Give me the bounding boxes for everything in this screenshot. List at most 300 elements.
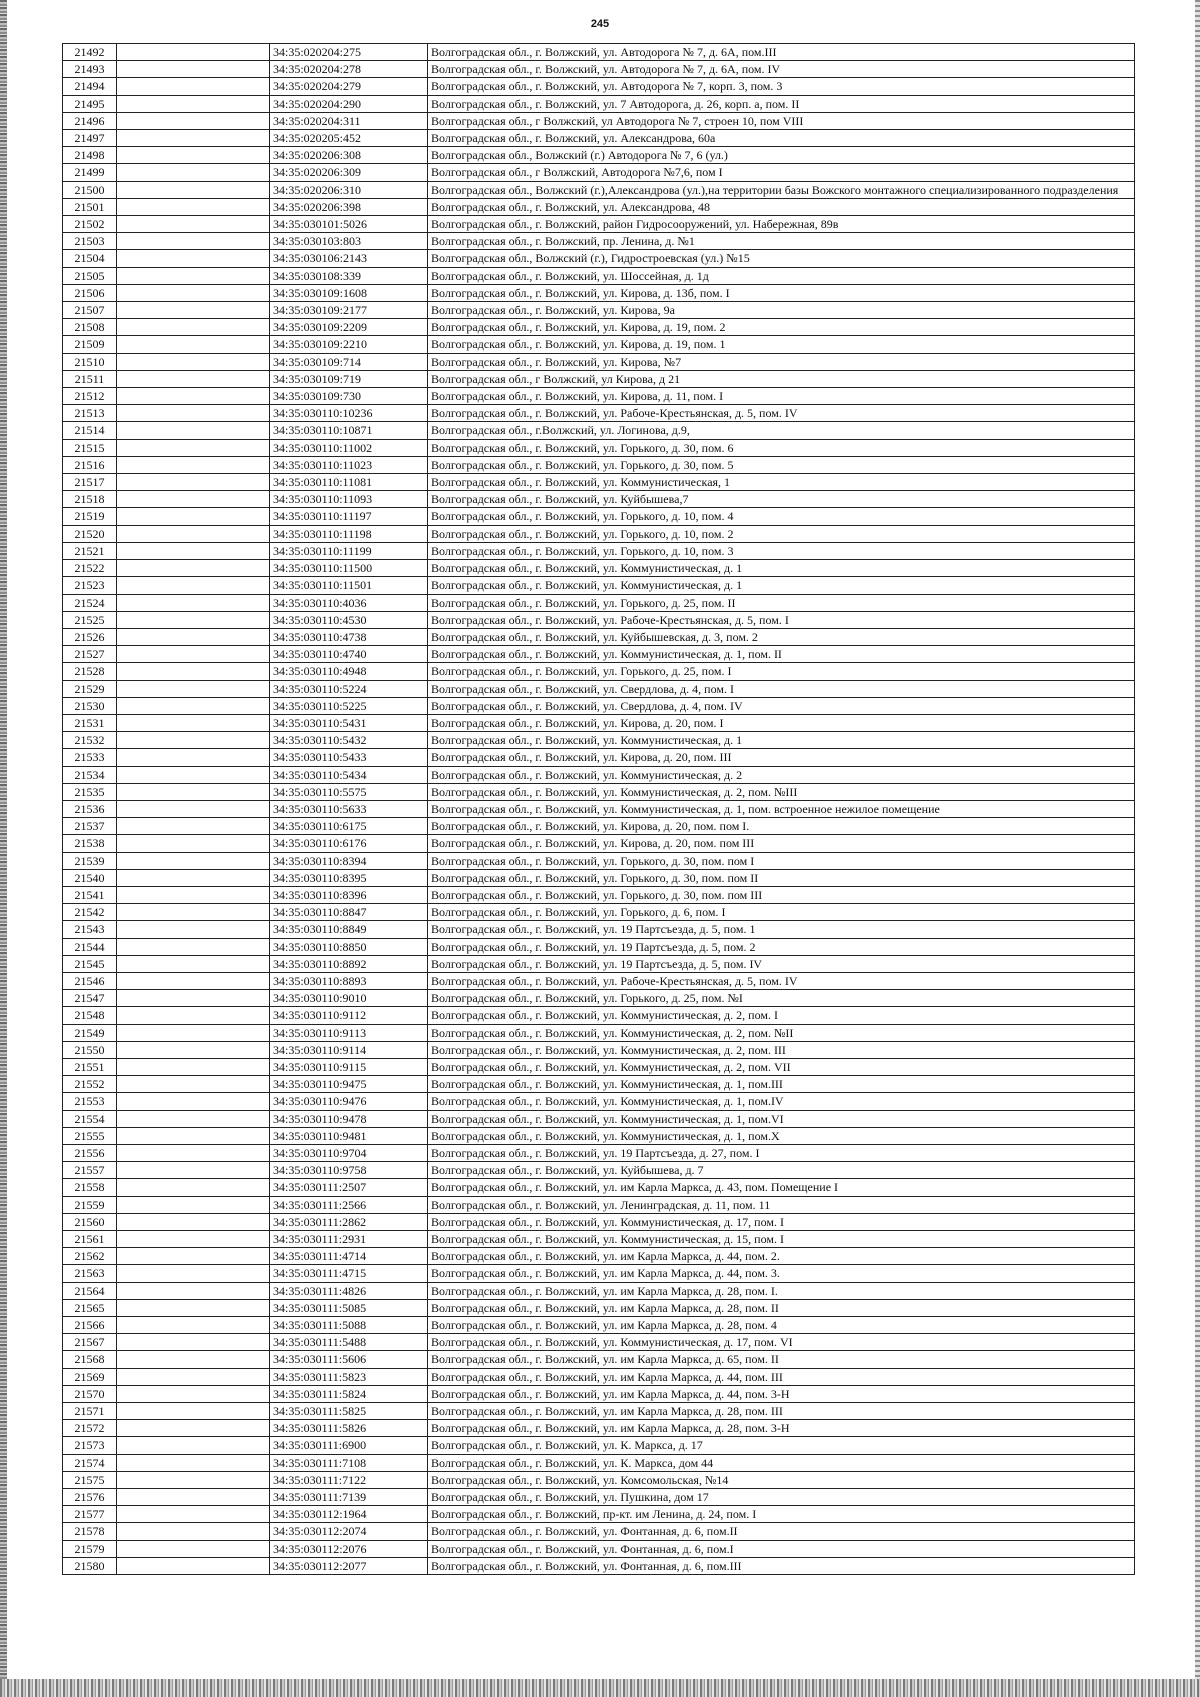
table-row <box>63 1299 1135 1316</box>
address: Волгоградская обл., г. Волжский, ул. Свердлова, д. 4, пом. I <box>428 680 1135 697</box>
row-code <box>117 663 270 680</box>
row-number: 21538 <box>63 835 117 852</box>
row-code <box>117 1506 270 1523</box>
table-row <box>63 233 1135 250</box>
row-number: 21547 <box>63 990 117 1007</box>
table-row <box>63 112 1135 129</box>
row-code <box>117 886 270 903</box>
table-row <box>63 336 1135 353</box>
cadastral-number: 34:35:030110:4740 <box>270 646 428 663</box>
row-code <box>117 1334 270 1351</box>
row-code <box>117 577 270 594</box>
table-row <box>63 1007 1135 1024</box>
row-code <box>117 1437 270 1454</box>
cadastral-number: 34:35:030110:9114 <box>270 1041 428 1058</box>
row-number: 21577 <box>63 1506 117 1523</box>
row-code <box>117 1076 270 1093</box>
row-code <box>117 181 270 198</box>
address: Волгоградская обл., г. Волжский, ул. Коммунистическая, д. 15, пом. I <box>428 1231 1135 1248</box>
address: Волгоградская обл., г. Волжский, ул. К. Маркса, д. 17 <box>428 1437 1135 1454</box>
cadastral-number: 34:35:030110:9476 <box>270 1093 428 1110</box>
row-code <box>117 594 270 611</box>
cadastral-number: 34:35:030111:5824 <box>270 1385 428 1402</box>
cadastral-number: 34:35:030111:2566 <box>270 1196 428 1213</box>
address: Волгоградская обл., г. Волжский, ул. Куйбышева,7 <box>428 491 1135 508</box>
address: Волгоградская обл., г. Волжский, ул. им Карла Маркса, д. 44, пом. 3-Н <box>428 1385 1135 1402</box>
row-code <box>117 1213 270 1230</box>
row-code <box>117 302 270 319</box>
address: Волгоградская обл., г. Волжский, ул. Горького, д. 30, пом. пом II <box>428 869 1135 886</box>
address: Волгоградская обл., г. Волжский, ул. Коммунистическая, д. 1 <box>428 732 1135 749</box>
table-row <box>63 904 1135 921</box>
cadastral-number: 34:35:030110:9478 <box>270 1110 428 1127</box>
cadastral-number: 34:35:030110:5224 <box>270 680 428 697</box>
registry-table <box>62 43 1135 1575</box>
address: Волгоградская обл., г. Волжский, ул. им Карла Маркса, д. 28, пом. I. <box>428 1282 1135 1299</box>
table-row <box>63 1317 1135 1334</box>
table-row <box>63 1385 1135 1402</box>
table-row <box>63 216 1135 233</box>
address: Волгоградская обл., г. Волжский, район Гидросооружений, ул. Набережная, 89в <box>428 216 1135 233</box>
cadastral-number: 34:35:030111:7122 <box>270 1471 428 1488</box>
cadastral-number: 34:35:030111:5825 <box>270 1403 428 1420</box>
cadastral-number: 34:35:030112:2076 <box>270 1540 428 1557</box>
row-number: 21565 <box>63 1299 117 1316</box>
row-number: 21552 <box>63 1076 117 1093</box>
table-row <box>63 353 1135 370</box>
table-row <box>63 422 1135 439</box>
row-code <box>117 921 270 938</box>
cadastral-number: 34:35:030110:11093 <box>270 491 428 508</box>
row-number: 21493 <box>63 61 117 78</box>
address: Волгоградская обл., г. Волжский, ул. Кирова, д. 19, пом. 1 <box>428 336 1135 353</box>
address: Волгоградская обл., г. Волжский, ул. им Карла Маркса, д. 44, пом. 2. <box>428 1248 1135 1265</box>
cadastral-number: 34:35:020206:310 <box>270 181 428 198</box>
row-code <box>117 1110 270 1127</box>
row-code <box>117 422 270 439</box>
table-row <box>63 560 1135 577</box>
table-row <box>63 388 1135 405</box>
row-number: 21575 <box>63 1471 117 1488</box>
row-code <box>117 1248 270 1265</box>
row-number: 21494 <box>63 78 117 95</box>
row-code <box>117 284 270 301</box>
table-row <box>63 456 1135 473</box>
row-number: 21495 <box>63 95 117 112</box>
row-number: 21545 <box>63 955 117 972</box>
table-row <box>63 1334 1135 1351</box>
address: Волгоградская обл., г Волжский, ул Автодорога № 7, строен 10, пом VIII <box>428 112 1135 129</box>
row-number: 21521 <box>63 542 117 559</box>
table-row <box>63 1403 1135 1420</box>
address: Волгоградская обл., г. Волжский, ул. Коммунистическая, д. 17, пом. I <box>428 1213 1135 1230</box>
cadastral-number: 34:35:030111:7139 <box>270 1489 428 1506</box>
row-code <box>117 353 270 370</box>
cadastral-number: 34:35:030111:7108 <box>270 1454 428 1471</box>
cadastral-number: 34:35:030110:5434 <box>270 766 428 783</box>
table-row <box>63 164 1135 181</box>
row-code <box>117 44 270 61</box>
row-number: 21539 <box>63 852 117 869</box>
row-code <box>117 852 270 869</box>
cadastral-number: 34:35:030111:5823 <box>270 1368 428 1385</box>
cadastral-number: 34:35:030110:11501 <box>270 577 428 594</box>
table-row <box>63 835 1135 852</box>
cadastral-number: 34:35:030108:339 <box>270 267 428 284</box>
table-row <box>63 1454 1135 1471</box>
row-number: 21513 <box>63 405 117 422</box>
row-number: 21510 <box>63 353 117 370</box>
table-row <box>63 284 1135 301</box>
address: Волгоградская обл., г. Волжский, ул. Коммунистическая, д. 2, пом. III <box>428 1041 1135 1058</box>
row-number: 21579 <box>63 1540 117 1557</box>
row-number: 21502 <box>63 216 117 233</box>
table-row <box>63 1041 1135 1058</box>
address: Волгоградская обл., г. Волжский, ул. Рабоче-Крестьянская, д. 5, пом. IV <box>428 972 1135 989</box>
cadastral-number: 34:35:030110:8850 <box>270 938 428 955</box>
row-code <box>117 611 270 628</box>
table-row <box>63 800 1135 817</box>
row-code <box>117 1093 270 1110</box>
row-code <box>117 233 270 250</box>
table-row <box>63 732 1135 749</box>
address: Волгоградская обл., г. Волжский, ул. Горького, д. 25, пом. II <box>428 594 1135 611</box>
address: Волгоградская обл., г. Волжский, ул. Коммунистическая, д. 1, пом.III <box>428 1076 1135 1093</box>
table-row <box>63 663 1135 680</box>
cadastral-number: 34:35:030110:8847 <box>270 904 428 921</box>
row-code <box>117 1317 270 1334</box>
cadastral-number: 34:35:030110:4738 <box>270 628 428 645</box>
table-row <box>63 1420 1135 1437</box>
row-number: 21540 <box>63 869 117 886</box>
table-row <box>63 147 1135 164</box>
address: Волгоградская обл., г. Волжский, ул. Фонтанная, д. 6, пом.I <box>428 1540 1135 1557</box>
row-number: 21507 <box>63 302 117 319</box>
row-number: 21574 <box>63 1454 117 1471</box>
address: Волгоградская обл., г. Волжский, ул. Горького, д. 30, пом. пом I <box>428 852 1135 869</box>
address: Волгоградская обл., г. Волжский, ул. Кирова, д. 20, пом. III <box>428 749 1135 766</box>
cadastral-number: 34:35:030112:2077 <box>270 1557 428 1574</box>
row-number: 21568 <box>63 1351 117 1368</box>
row-code <box>117 1231 270 1248</box>
row-code <box>117 1127 270 1144</box>
address: Волгоградская обл., г. Волжский, ул. Фонтанная, д. 6, пом.III <box>428 1557 1135 1574</box>
table-row <box>63 680 1135 697</box>
cadastral-number: 34:35:030110:11023 <box>270 456 428 473</box>
row-code <box>117 800 270 817</box>
address: Волгоградская обл., г. Волжский, ул. Кирова, д. 19, пом. 2 <box>428 319 1135 336</box>
table-row <box>63 611 1135 628</box>
table-row <box>63 439 1135 456</box>
address: Волгоградская обл., г. Волжский, ул. Коммунистическая, д. 2, пом. №II <box>428 1024 1135 1041</box>
row-number: 21528 <box>63 663 117 680</box>
row-number: 21527 <box>63 646 117 663</box>
table-row <box>63 766 1135 783</box>
row-number: 21498 <box>63 147 117 164</box>
cadastral-number: 34:35:030110:9113 <box>270 1024 428 1041</box>
row-number: 21544 <box>63 938 117 955</box>
row-number: 21535 <box>63 783 117 800</box>
cadastral-number: 34:35:030109:2177 <box>270 302 428 319</box>
cadastral-number: 34:35:030111:2862 <box>270 1213 428 1230</box>
row-number: 21522 <box>63 560 117 577</box>
address: Волгоградская обл., г. Волжский, ул. Кирова, д. 20, пом. I <box>428 714 1135 731</box>
table-row <box>63 1523 1135 1540</box>
cadastral-number: 34:35:020204:275 <box>270 44 428 61</box>
row-number: 21573 <box>63 1437 117 1454</box>
table-row <box>63 1557 1135 1574</box>
row-number: 21499 <box>63 164 117 181</box>
table-row <box>63 1368 1135 1385</box>
row-number: 21501 <box>63 198 117 215</box>
address: Волгоградская обл., г. Волжский, ул. Свердлова, д. 4, пом. IV <box>428 697 1135 714</box>
cadastral-number: 34:35:030110:8849 <box>270 921 428 938</box>
row-code <box>117 1007 270 1024</box>
address: Волгоградская обл., г. Волжский, ул. К. Маркса, дом 44 <box>428 1454 1135 1471</box>
cadastral-number: 34:35:030110:4530 <box>270 611 428 628</box>
table-row <box>63 955 1135 972</box>
row-number: 21536 <box>63 800 117 817</box>
row-code <box>117 766 270 783</box>
table-row <box>63 405 1135 422</box>
row-number: 21530 <box>63 697 117 714</box>
table-row <box>63 1058 1135 1075</box>
row-number: 21541 <box>63 886 117 903</box>
address: Волгоградская обл., г. Волжский, ул. им Карла Маркса, д. 44, пом. III <box>428 1368 1135 1385</box>
address: Волгоградская обл., г. Волжский, ул. Коммунистическая, д. 2, пом. №III <box>428 783 1135 800</box>
row-number: 21569 <box>63 1368 117 1385</box>
cadastral-number: 34:35:030110:9475 <box>270 1076 428 1093</box>
row-code <box>117 714 270 731</box>
row-number: 21550 <box>63 1041 117 1058</box>
row-code <box>117 164 270 181</box>
row-number: 21572 <box>63 1420 117 1437</box>
address: Волгоградская обл., г. Волжский, ул. Пушкина, дом 17 <box>428 1489 1135 1506</box>
table-row <box>63 628 1135 645</box>
address: Волгоградская обл., г. Волжский, ул. Коммунистическая, д. 2, пом. VII <box>428 1058 1135 1075</box>
row-number: 21542 <box>63 904 117 921</box>
cadastral-number: 34:35:030110:11199 <box>270 542 428 559</box>
row-code <box>117 560 270 577</box>
cadastral-number: 34:35:030110:11197 <box>270 508 428 525</box>
row-code <box>117 95 270 112</box>
row-code <box>117 869 270 886</box>
row-code <box>117 646 270 663</box>
cadastral-number: 34:35:020206:309 <box>270 164 428 181</box>
row-number: 21519 <box>63 508 117 525</box>
address: Волгоградская обл., г.Волжский, ул. Логинова, д.9, <box>428 422 1135 439</box>
row-code <box>117 542 270 559</box>
row-code <box>117 732 270 749</box>
address: Волгоградская обл., г. Волжский, ул. Горького, д. 30, пом. 6 <box>428 439 1135 456</box>
row-code <box>117 388 270 405</box>
address: Волгоградская обл., г. Волжский, ул. Куйбышевская, д. 3, пом. 2 <box>428 628 1135 645</box>
table-row <box>63 302 1135 319</box>
cadastral-number: 34:35:030110:5633 <box>270 800 428 817</box>
cadastral-number: 34:35:030112:1964 <box>270 1506 428 1523</box>
table-row <box>63 542 1135 559</box>
row-code <box>117 1385 270 1402</box>
address: Волгоградская обл., г. Волжский, ул. 19 Партсъезда, д. 5, пом. 2 <box>428 938 1135 955</box>
address: Волгоградская обл., г. Волжский, ул. Автодорога № 7, д. 6А, пом. IV <box>428 61 1135 78</box>
row-number: 21526 <box>63 628 117 645</box>
row-code <box>117 439 270 456</box>
table-row <box>63 130 1135 147</box>
row-number: 21562 <box>63 1248 117 1265</box>
table-row <box>63 44 1135 61</box>
address: Волгоградская обл., г. Волжский, ул. Коммунистическая, д. 1, пом. встроенное нежилое помещение <box>428 800 1135 817</box>
address: Волгоградская обл., г. Волжский, ул. Горького, д. 25, пом. №I <box>428 990 1135 1007</box>
cadastral-number: 34:35:030106:2143 <box>270 250 428 267</box>
cadastral-number: 34:35:020204:278 <box>270 61 428 78</box>
table-row <box>63 1076 1135 1093</box>
row-code <box>117 938 270 955</box>
cadastral-number: 34:35:030111:5826 <box>270 1420 428 1437</box>
row-code <box>117 783 270 800</box>
row-code <box>117 1471 270 1488</box>
row-number: 21512 <box>63 388 117 405</box>
cadastral-number: 34:35:030110:5575 <box>270 783 428 800</box>
row-number: 21549 <box>63 1024 117 1041</box>
row-code <box>117 1523 270 1540</box>
row-code <box>117 1282 270 1299</box>
row-number: 21534 <box>63 766 117 783</box>
row-number: 21516 <box>63 456 117 473</box>
cadastral-number: 34:35:030110:6175 <box>270 818 428 835</box>
table-row <box>63 250 1135 267</box>
row-number: 21518 <box>63 491 117 508</box>
row-number: 21504 <box>63 250 117 267</box>
cadastral-number: 34:35:030110:9704 <box>270 1145 428 1162</box>
address: Волгоградская обл., г. Волжский, ул. им Карла Маркса, д. 44, пом. 3. <box>428 1265 1135 1282</box>
row-code <box>117 491 270 508</box>
cadastral-number: 34:35:030110:8396 <box>270 886 428 903</box>
address: Волгоградская обл., г. Волжский, ул. Коммунистическая, д. 2, пом. I <box>428 1007 1135 1024</box>
page-number: 245 <box>590 18 610 30</box>
scan-edge-left <box>0 0 7 1697</box>
cadastral-number: 34:35:030109:730 <box>270 388 428 405</box>
scan-edge-bottom <box>0 1679 1200 1697</box>
row-code <box>117 61 270 78</box>
cadastral-number: 34:35:030110:9112 <box>270 1007 428 1024</box>
cadastral-number: 34:35:030110:9010 <box>270 990 428 1007</box>
registry-body <box>63 44 1135 1575</box>
cadastral-number: 34:35:020204:279 <box>270 78 428 95</box>
cadastral-number: 34:35:030110:4948 <box>270 663 428 680</box>
table-row <box>63 714 1135 731</box>
row-code <box>117 1557 270 1574</box>
row-code <box>117 1299 270 1316</box>
row-code <box>117 955 270 972</box>
table-row <box>63 267 1135 284</box>
cadastral-number: 34:35:020205:452 <box>270 130 428 147</box>
address: Волгоградская обл., г. Волжский, ул. Александрова, 48 <box>428 198 1135 215</box>
row-number: 21529 <box>63 680 117 697</box>
row-code <box>117 990 270 1007</box>
address: Волгоградская обл., г. Волжский, ул. Коммунистическая, д. 1 <box>428 560 1135 577</box>
cadastral-number: 34:35:030112:2074 <box>270 1523 428 1540</box>
row-code <box>117 1368 270 1385</box>
row-code <box>117 474 270 491</box>
row-number: 21567 <box>63 1334 117 1351</box>
row-number: 21578 <box>63 1523 117 1540</box>
address: Волгоградская обл., Волжский (г.), Гидростроевская (ул.) №15 <box>428 250 1135 267</box>
row-code <box>117 267 270 284</box>
row-number: 21554 <box>63 1110 117 1127</box>
cadastral-number: 34:35:030110:11081 <box>270 474 428 491</box>
table-row <box>63 198 1135 215</box>
address: Волгоградская обл., г. Волжский, ул. Горького, д. 30, пом. 5 <box>428 456 1135 473</box>
cadastral-number: 34:35:030111:2931 <box>270 1231 428 1248</box>
row-code <box>117 456 270 473</box>
table-row <box>63 1093 1135 1110</box>
table-row <box>63 818 1135 835</box>
address: Волгоградская обл., г. Волжский, ул. 7 Автодорога, д. 26, корп. а, пом. II <box>428 95 1135 112</box>
row-code <box>117 525 270 542</box>
row-code <box>117 680 270 697</box>
row-number: 21564 <box>63 1282 117 1299</box>
address: Волгоградская обл., г. Волжский, ул. Горького, д. 25, пом. I <box>428 663 1135 680</box>
table-row <box>63 921 1135 938</box>
table-row <box>63 491 1135 508</box>
address: Волгоградская обл., г. Волжский, ул. им Карла Маркса, д. 43, пом. Помещение I <box>428 1179 1135 1196</box>
table-row <box>63 990 1135 1007</box>
address: Волгоградская обл., г. Волжский, ул. Горького, д. 6, пом. I <box>428 904 1135 921</box>
address: Волгоградская обл., г. Волжский, ул. Автодорога № 7, корп. 3, пом. 3 <box>428 78 1135 95</box>
address: Волгоградская обл., г Волжский, Автодорога №7,6, пом I <box>428 164 1135 181</box>
table-row <box>63 1351 1135 1368</box>
address: Волгоградская обл., г. Волжский, ул. Горького, д. 10, пом. 3 <box>428 542 1135 559</box>
table-row <box>63 1231 1135 1248</box>
cadastral-number: 34:35:030110:10236 <box>270 405 428 422</box>
table-row <box>63 370 1135 387</box>
cadastral-number: 34:35:030110:4036 <box>270 594 428 611</box>
address: Волгоградская обл., г. Волжский, ул. Рабоче-Крестьянская, д. 5, пом. I <box>428 611 1135 628</box>
address: Волгоградская обл., г. Волжский, ул. Куйбышева, д. 7 <box>428 1162 1135 1179</box>
scan-edge-right <box>1195 0 1200 1697</box>
address: Волгоградская обл., г. Волжский, ул. Александрова, 60а <box>428 130 1135 147</box>
row-number: 21532 <box>63 732 117 749</box>
row-code <box>117 147 270 164</box>
cadastral-number: 34:35:030110:5431 <box>270 714 428 731</box>
row-number: 21559 <box>63 1196 117 1213</box>
table-row <box>63 1179 1135 1196</box>
cadastral-number: 34:35:030110:8892 <box>270 955 428 972</box>
address: Волгоградская обл., г. Волжский, ул. Коммунистическая, д. 2 <box>428 766 1135 783</box>
cadastral-number: 34:35:030111:4714 <box>270 1248 428 1265</box>
cadastral-number: 34:35:030109:714 <box>270 353 428 370</box>
cadastral-number: 34:35:020204:311 <box>270 112 428 129</box>
cadastral-number: 34:35:030110:9115 <box>270 1058 428 1075</box>
row-number: 21570 <box>63 1385 117 1402</box>
row-number: 21557 <box>63 1162 117 1179</box>
row-code <box>117 749 270 766</box>
row-number: 21525 <box>63 611 117 628</box>
row-number: 21500 <box>63 181 117 198</box>
address: Волгоградская обл., г. Волжский, ул. Фонтанная, д. 6, пом.II <box>428 1523 1135 1540</box>
row-code <box>117 216 270 233</box>
table-row <box>63 78 1135 95</box>
cadastral-number: 34:35:030110:5225 <box>270 697 428 714</box>
row-code <box>117 1145 270 1162</box>
table-row <box>63 869 1135 886</box>
table-row <box>63 1489 1135 1506</box>
address: Волгоградская обл., Волжский (г.) Автодорога № 7, 6 (ул.) <box>428 147 1135 164</box>
table-row <box>63 61 1135 78</box>
address: Волгоградская обл., г. Волжский, ул. им Карла Маркса, д. 28, пом. II <box>428 1299 1135 1316</box>
table-row <box>63 577 1135 594</box>
table-row <box>63 1265 1135 1282</box>
